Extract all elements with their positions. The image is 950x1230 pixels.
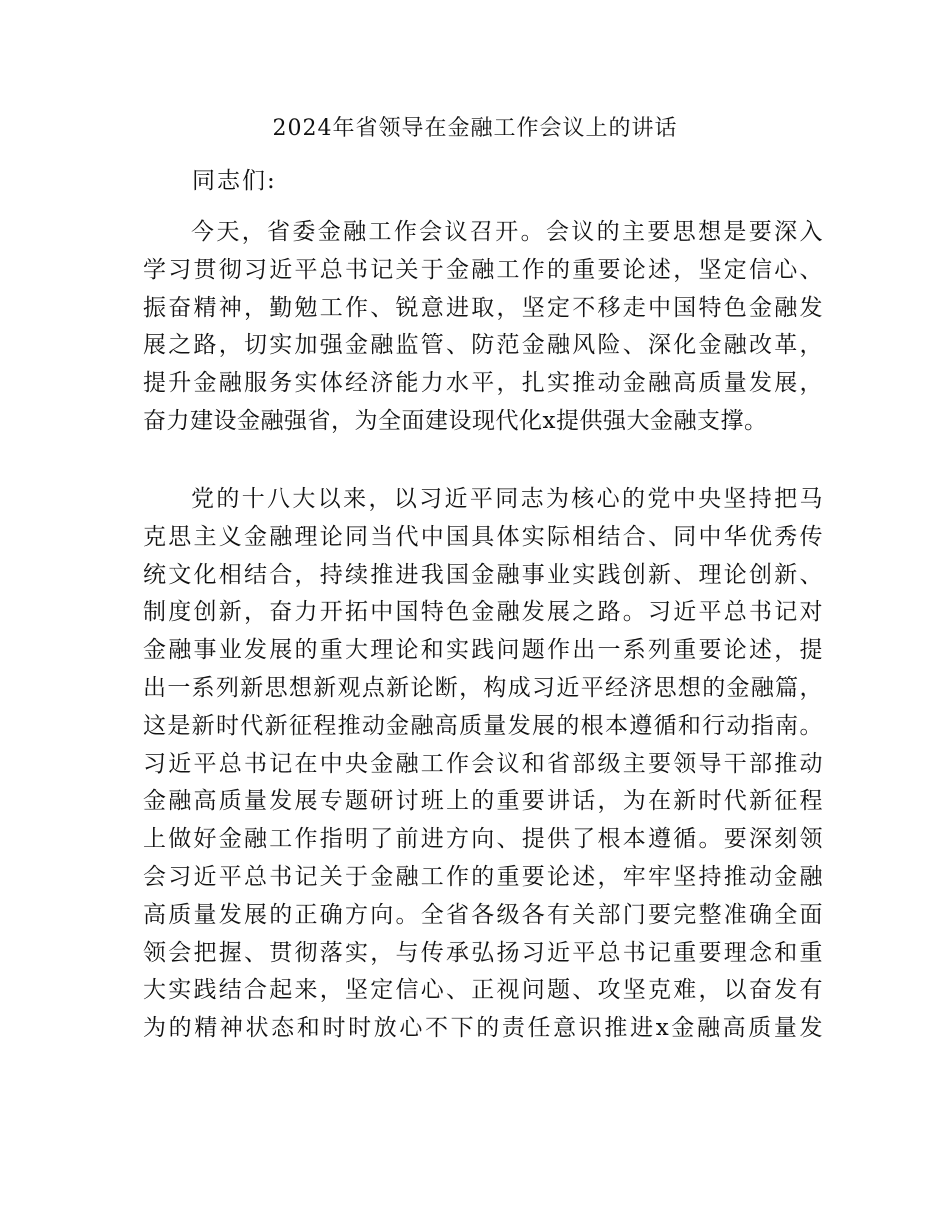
paragraph-line: 展之路，切实加强金融监管、防范金融风险、深化金融改革， xyxy=(143,332,823,359)
paragraph-line: 习近平总书记在中央金融工作会议和省部级主要领导干部推动 xyxy=(143,750,823,777)
paragraph-line: 提升金融服务实体经济能力水平，扎实推动金融高质量发展， xyxy=(143,370,823,397)
paragraph-1 xyxy=(143,214,823,441)
paragraph-line: 金融事业发展的重大理论和实践问题作出一系列重要论述，提 xyxy=(143,637,823,664)
paragraph-line: 大实践结合起来，坚定信心、正视问题、攻坚克难，以奋发有 xyxy=(143,977,823,1004)
paragraph-line: 上做好金融工作指明了前进方向、提供了根本遵循。要深刻领 xyxy=(143,826,823,853)
paragraph-line: 克思主义金融理论同当代中国具体实际相结合、同中华优秀传 xyxy=(143,523,823,550)
paragraph-line: 学习贯彻习近平总书记关于金融工作的重要论述，坚定信心、 xyxy=(143,256,823,283)
greeting: 同志们: xyxy=(192,168,277,194)
document-title: 2024年省领导在金融工作会议上的讲话 xyxy=(272,116,678,141)
paragraph-line: 今天，省委金融工作会议召开。会议的主要思想是要深入 xyxy=(191,219,823,245)
paragraph-line: 高质量发展的正确方向。全省各级各有关部门要完整准确全面 xyxy=(143,901,823,928)
paragraph-line: 统文化相结合，持续推进我国金融事业实践创新、理论创新、 xyxy=(143,561,823,588)
paragraph-line: 会习近平总书记关于金融工作的重要论述，牢牢坚持推动金融 xyxy=(143,863,823,890)
paragraph-line: 党的十八大以来，以习近平同志为核心的党中央坚持把马 xyxy=(191,486,823,512)
paragraph-line: 这是新时代新征程推动金融高质量发展的根本遵循和行动指南。 xyxy=(143,712,823,739)
paragraph-line: 出一系列新思想新观点新论断，构成习近平经济思想的金融篇， xyxy=(143,674,823,701)
paragraph-line: 奋力建设金融强省，为全面建设现代化x提供强大金融支撑。 xyxy=(143,407,768,434)
paragraph-line: 为的精神状态和时时放心不下的责任意识推进x金融高质量发 xyxy=(143,1015,823,1042)
paragraph-line: 领会把握、贯彻落实，与传承弘扬习近平总书记重要理念和重 xyxy=(143,939,823,966)
paragraph-line: 金融高质量发展专题研讨班上的重要讲话，为在新时代新征程 xyxy=(143,788,823,815)
paragraph-line: 制度创新，奋力开拓中国特色金融发展之路。习近平总书记对 xyxy=(143,599,823,626)
paragraph-2 xyxy=(143,481,823,1048)
paragraph-line: 振奋精神，勤勉工作、锐意进取，坚定不移走中国特色金融发 xyxy=(143,294,823,321)
